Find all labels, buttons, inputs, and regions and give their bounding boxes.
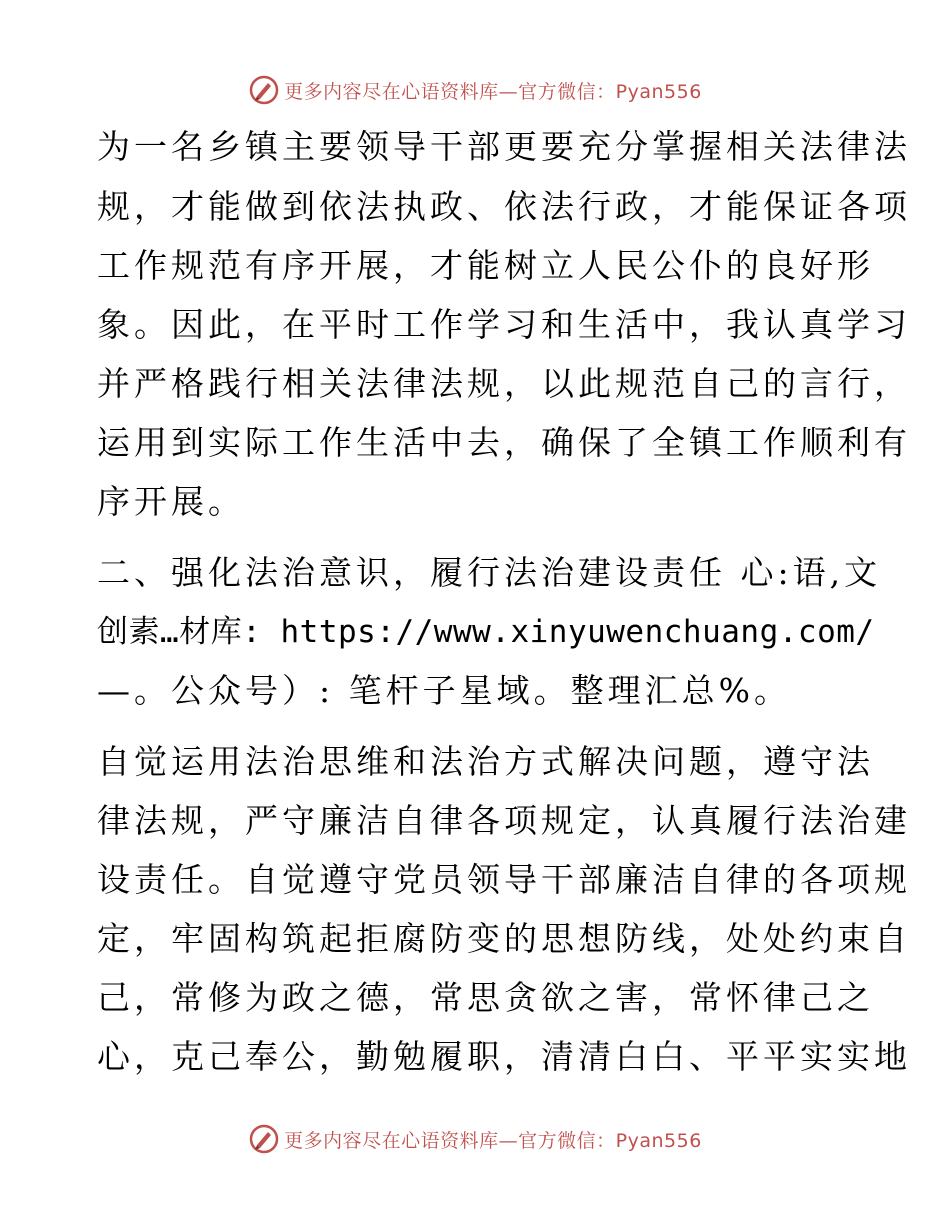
text-line: 自觉运用法治思维和法治方式解决问题，遵守法 [97, 742, 874, 781]
text-line: 心，克己奉公，勤勉履职，清清白白、平平实实地 [97, 1037, 911, 1076]
text-line: 并严格践行相关法律法规，以此规范自己的言行， [97, 364, 911, 403]
text-line-url: 创素…材库: https://www.xinyuwenchuang.com/ [97, 614, 875, 650]
header-watermark [0, 70, 950, 110]
footer-watermark [0, 1119, 950, 1159]
text-line: 运用到实际工作生活中去，确保了全镇工作顺利有 [97, 423, 911, 462]
header-watermark-text: 更多内容尽在心语资料库—官方微信：Pyan556 [284, 80, 702, 103]
section-heading: 二、强化法治意识，履行法治建设责任 心:语,文 [97, 553, 882, 592]
text-line: 规，才能做到依法执政、依法行政，才能保证各项 [97, 187, 911, 226]
text-line: 工作规范有序开展，才能树立人民公仆的良好形 [97, 246, 874, 285]
text-line: 律法规，严守廉洁自律各项规定，认真履行法治建 [97, 801, 911, 840]
text-line: 为一名乡镇主要领导干部更要充分掌握相关法律法 [97, 127, 911, 166]
text-line: 己，常修为政之德，常思贪欲之害，常怀律己之 [97, 978, 874, 1017]
brand-logo-icon [248, 74, 280, 106]
text-line: 定，牢固构筑起拒腐防变的思想防线，处处约束自 [97, 919, 911, 958]
text-line: —。公众号）: 笔杆子星域。整理汇总%。 [97, 671, 791, 710]
text-line: 序开展。 [97, 482, 245, 521]
text-line: 象。因此，在平时工作学习和生活中，我认真学习 [97, 305, 911, 344]
footer-watermark-text: 更多内容尽在心语资料库—官方微信：Pyan556 [284, 1129, 702, 1152]
brand-logo-icon [248, 1123, 280, 1155]
text-line: 设责任。自觉遵守党员领导干部廉洁自律的各项规 [97, 860, 911, 899]
